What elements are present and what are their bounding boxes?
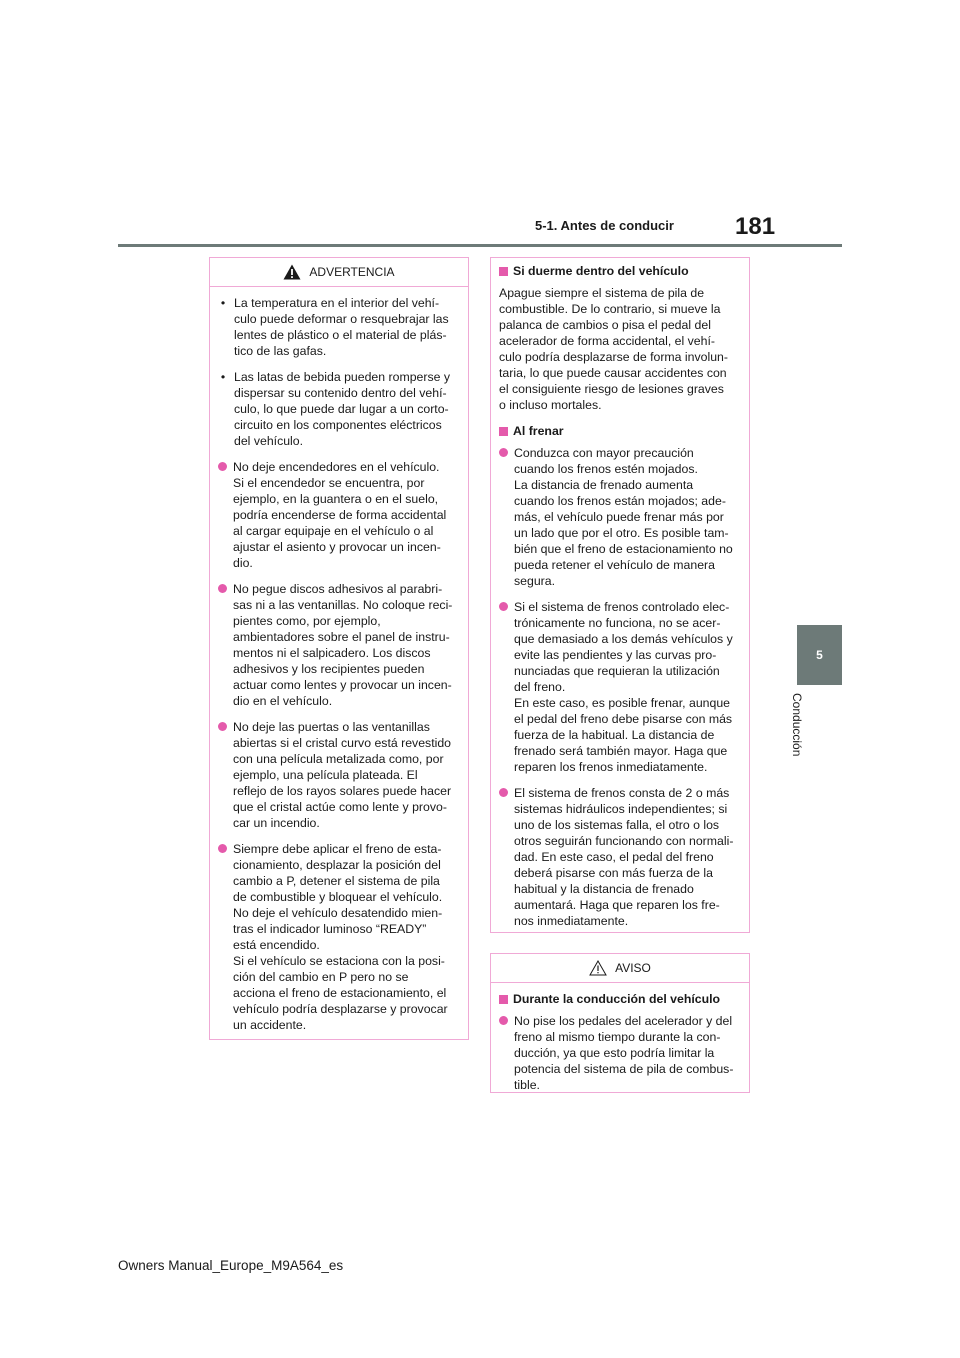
bullet-icon bbox=[499, 602, 508, 611]
square-bullet-icon bbox=[499, 427, 508, 436]
chapter-label: Conducción bbox=[790, 693, 804, 757]
list-item bbox=[499, 1013, 741, 1093]
list-item-text: No deje las puertas o las ventanillas abiertas si el cristal curvo está revestido con una película metalizada como, por ejemplo, una película plateada. El reflejo de los rayos solares puede hacer que el cristal actúe como lente y provo- car un incendio. bbox=[233, 720, 452, 830]
list-item bbox=[218, 719, 460, 831]
list-item bbox=[218, 295, 460, 359]
list-item bbox=[499, 445, 741, 589]
list-item bbox=[218, 369, 460, 449]
bullet-icon bbox=[499, 788, 508, 797]
list-item-text: No deje encendedores en el vehículo. Si el encendedor se encuentra, por ejemplo, en la guantera o en el suelo, podría encenderse de forma accidental al cargar equipaje en el vehículo o al ajustar el asiento y provocar un incen- dio. bbox=[233, 460, 447, 570]
list-item-text: Las latas de bebida pueden romperse y dispersar su contenido dentro del vehí- culo, lo que puede dar lugar a un corto- circuito en los componentes eléctricos del vehículo. bbox=[234, 370, 451, 448]
warning-box-header bbox=[210, 258, 468, 287]
paragraph: Apague siempre el sistema de pila de combustible. De lo contrario, si mueve la palanca de cambios o pisa el pedal del acelerador de forma accidental, el vehí- culo podría desplazarse de forma involun- taria, lo que puede causar accidentes con el consiguiente riesgo de lesiones graves o incluso mortales. bbox=[499, 286, 728, 412]
header-divider bbox=[118, 244, 842, 247]
notice-box bbox=[490, 953, 750, 1093]
notice-box-header bbox=[491, 954, 749, 983]
list-item-text: Conduzca con mayor precaución cuando los frenos estén mojados. La distancia de frenado aumenta cuando los frenos están mojados; ade- más, el vehículo puede frenar más por un lado que por el otro. Es posible tam- bién que el freno de estacionamiento no pueda retener el vehículo de manera segura. bbox=[514, 446, 733, 588]
notice-box-title: AVISO bbox=[615, 961, 651, 975]
list-item bbox=[218, 459, 460, 571]
warning-continuation-box bbox=[490, 257, 750, 933]
subsection-heading: Durante la conducción del vehículo bbox=[499, 991, 741, 1007]
bullet-icon bbox=[499, 448, 508, 457]
list-item-text: La temperatura en el interior del vehí- culo puede deformar o resquebrajar las lentes de plástico o el material de plás- tico de las gafas. bbox=[234, 296, 449, 358]
bullet-icon bbox=[499, 1016, 508, 1025]
list-item-text: No pise los pedales del acelerador y del freno al mismo tiempo durante la con- ducción, ya que esto podría limitar la potencia del sistema de pila de combus- tible. bbox=[514, 1014, 734, 1092]
bullet-icon bbox=[218, 844, 227, 853]
warning-triangle-outline-icon bbox=[589, 960, 607, 976]
warning-box bbox=[209, 257, 469, 1040]
subsection-heading: Al frenar bbox=[499, 423, 741, 439]
list-item bbox=[499, 785, 741, 929]
warning-box-title: ADVERTENCIA bbox=[309, 265, 395, 279]
footer-text: Owners Manual_Europe_M9A564_es bbox=[118, 1258, 344, 1273]
list-item bbox=[218, 841, 460, 1033]
square-bullet-icon bbox=[499, 267, 508, 276]
list-item-text: Si el sistema de frenos controlado elec- trónicamente no funciona, no se acer- que demasiado a los demás vehículos y evite las pendientes y las curvas pro- nunciadas que requieran la utilización del freno. En este caso, es posible frenar, aunque el pedal del freno debe pisarse con más fuerza de la habitual. La distancia de frenado será también mayor. Haga que reparen los frenos inmediatamente. bbox=[514, 600, 733, 774]
list-item-text: Siempre debe aplicar el freno de esta- cionamiento, desplazar la posición del cambio a P, detener el sistema de pila de combustible y bloquear el vehículo. No deje el vehículo desatendido mien- tras el indicador luminoso “READY” está encendido. Si el vehículo se estaciona con la posi- ción del cambio en P pero no se acciona el freno de estacionamiento, el vehículo podría desplazarse y provocar un accidente. bbox=[233, 842, 448, 1032]
dash-marker: • bbox=[220, 296, 226, 310]
section-title: 5-1. Antes de conducir bbox=[535, 218, 674, 233]
dash-marker: • bbox=[220, 370, 226, 384]
warning-triangle-filled-icon bbox=[283, 264, 301, 280]
bullet-icon bbox=[218, 584, 227, 593]
page-number: 181 bbox=[735, 213, 776, 240]
bullet-icon bbox=[218, 722, 227, 731]
subsection-heading: Si duerme dentro del vehículo bbox=[499, 263, 741, 279]
list-item-text: No pegue discos adhesivos al parabri- sas ni a las ventanillas. No coloque reci- pientes como, por ejemplo, ambientadores sobre el panel de instru- mentos ni el salpicadero. Los discos adhesivos y los recipientes pueden actuar como lentes y provocar un incen- dio en el vehículo. bbox=[233, 582, 453, 708]
list-item bbox=[218, 581, 460, 709]
chapter-tab[interactable] bbox=[797, 625, 842, 685]
square-bullet-icon bbox=[499, 995, 508, 1004]
bullet-icon bbox=[218, 462, 227, 471]
chapter-number: 5 bbox=[816, 648, 823, 662]
list-item bbox=[499, 599, 741, 775]
list-item-text: El sistema de frenos consta de 2 o más sistemas hidráulicos independientes; si uno de los sistemas falla, el otro o los otros seguirán funcionando con normali- dad. En este caso, el pedal del freno deberá pisarse con más fuerza de la habitual y la distancia de frenado aumentará. Haga que reparen los fre- nos inmediatamente. bbox=[514, 786, 734, 928]
